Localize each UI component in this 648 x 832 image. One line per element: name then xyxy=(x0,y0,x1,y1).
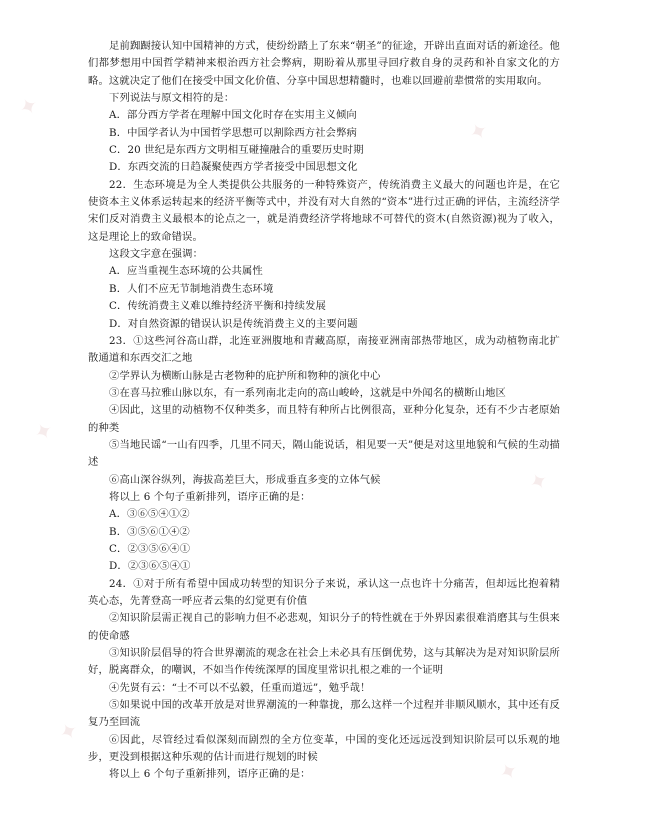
q23-sentence-3: ③在喜马拉雅山脉以东，有一系列南北走向的高山峻岭，这就是中外闻名的横断山地区 xyxy=(109,386,506,399)
q23-option-d: D．②③⑥⑤④① xyxy=(109,560,191,573)
q23-sentence-4: ④因此，这里的动植物不仅种类多，而且特有种所占比例很高，亚种分化复杂，还有不少古老原始的种类 xyxy=(88,404,560,434)
watermark: ✦ xyxy=(55,717,84,748)
q23-option-b: B．③⑤⑥①④② xyxy=(109,525,190,538)
q23-sentence-2: ②学界认为横断山脉是古老物种的庇护所和物种的演化中心 xyxy=(109,369,381,382)
watermark: ✦ xyxy=(465,117,494,148)
q22-option-b: B．人们不应无节制地消费生态环境 xyxy=(109,282,274,295)
q23-option-a: A．③⑥⑤④①② xyxy=(109,508,190,521)
q23-option-c: C．②③⑤⑥④① xyxy=(109,542,191,555)
q24-stem: 将以上 6 个句子重新排列，语序正确的是： xyxy=(109,768,311,781)
q24-sentence-2: ②知识阶层需正视自己的影响力但不必悲观，知识分子的特性就在于外界因素很难消磨其与生俱来的使命感 xyxy=(88,612,560,642)
q24-sentence-6: ⑥因此，尽管经过看似深刻而剧烈的全方位变革，中国的变化还远远没到知识阶层可以乐观的地步，更没到根据这种乐观的估计而进行规划的时候 xyxy=(88,733,560,764)
q24-sentence-4: ④先贤有云：“士不可以不弘毅，任重而道远”，勉乎哉！ xyxy=(109,681,371,694)
q23-sentence-1: 23．①这些河谷高山群，北连亚洲腹地和青藏高原，南接亚洲南部热带地区，成为动植物南北扩散通道和东西交汇之地 xyxy=(88,334,560,365)
q24-sentence-3: ③知识阶层倡导的符合世界潮流的观念在社会上未必具有压倒优势，这与其解决为是对知识阶层所好，脱离群众，的嘲讽，不如当作传统深厚的国度里常识扎根之难的一个证明 xyxy=(88,647,560,677)
passage-end: 足前踟蹰接认知中国精神的方式，使纷纷踏上了东来“朝圣”的征途，开辟出直面对话的新途径。他们都梦想用中国哲学精神来根治西方社会弊病，期盼着从那里寻回疗救自身的灵药和补自家文化的方略。这就决定了他们在接受中国文化价值、分享中国思想精髓时，也难以回避前辈惯常的实用取向。 xyxy=(88,40,560,87)
q21-option-a: A．部分西方学者在理解中国文化时存在实用主义倾向 xyxy=(109,109,357,122)
q22-option-d: D．对自然资源的错误认识是传统消费主义的主要问题 xyxy=(109,317,358,330)
watermark: ✦ xyxy=(30,417,59,448)
q24-sentence-1: 24．①对于所有希望中国成功转型的知识分子来说，承认这一点也许十分痛苦，但却远比抱着精英心态，先菁登高一呼应者云集的幻觉更有价值 xyxy=(88,577,560,607)
watermark: ✦ xyxy=(525,467,554,498)
q23-sentence-5: ⑤当地民谣“一山有四季，几里不同天，隔山能说话，相见要一天”便是对这里地貌和气候的生动描述 xyxy=(88,438,560,469)
q21-option-c: C．20 世纪是东西方文明相互碰撞融合的重要历史时期 xyxy=(109,144,364,157)
watermark: ✦ xyxy=(495,757,524,788)
q22-stem: 这段文字意在强调： xyxy=(109,248,204,261)
q23-stem: 将以上 6 个句子重新排列，语序正确的是： xyxy=(109,490,311,503)
q21-option-b: B．中国学者认为中国哲学思想可以割除西方社会弊病 xyxy=(109,126,357,139)
q22-text: 22．生态环境是为全人类提供公共服务的一种特殊资产，传统消费主义最大的问题也许是，在它使资本主义体系运转起来的经济平衡等式中，并没有对大自然的“资本”进行过正确的评估，主流经济学宋们反对消费主义最根本的论点之一，就是消费经济学将地球不可替代的资木(自然资源)视为了收入，这是理论上的致命错误。 xyxy=(88,178,560,243)
q21-option-d: D．东西交流的日趋凝聚使西方学者接受中国思想文化 xyxy=(109,161,358,174)
q21-stem: 下列说法与原文相符的是： xyxy=(109,92,235,105)
exam-page xyxy=(88,38,560,784)
q23-sentence-6: ⑥高山深谷纵列，海拔高差巨大，形成垂直多变的立体气候 xyxy=(109,473,381,486)
q22-option-c: C．传统消费主义难以维持经济平衡和持续发展 xyxy=(109,300,326,313)
q24-sentence-5: ⑤如果说中国的改革开放是对世界潮流的一种靠拢，那么这样一个过程并非顺风顺水，其中还有反复乃至回流 xyxy=(88,699,560,729)
q22-option-a: A．应当重视生态环境的公共属性 xyxy=(109,265,263,278)
watermark: ✦ xyxy=(15,92,44,123)
